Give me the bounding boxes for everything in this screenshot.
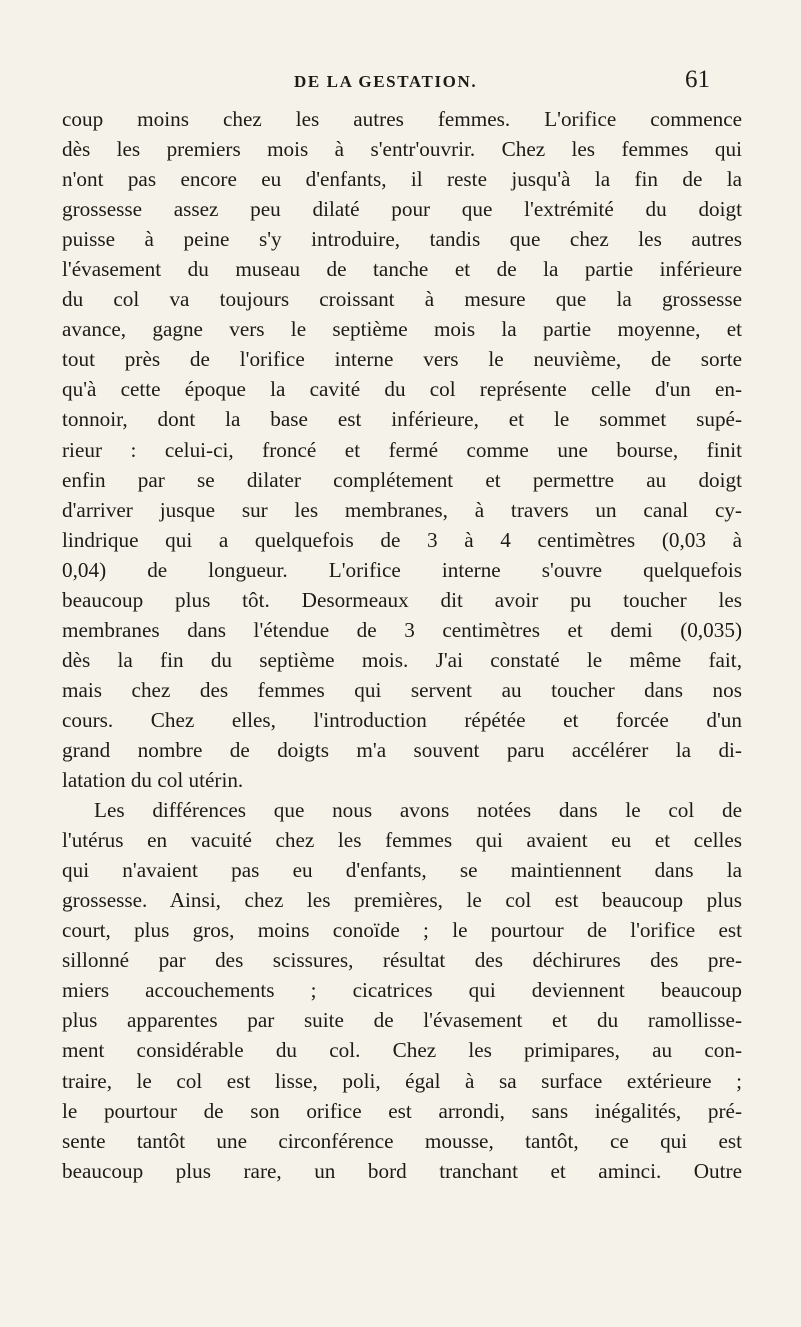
text-line: l'évasement du museau de tanche et de la partie inférieure: [62, 257, 742, 282]
paragraph-start-line: Les différences que nous avons notées dans le col de: [94, 798, 742, 823]
paragraph-end-line: latation du col utérin.: [62, 768, 244, 793]
text-line: membranes dans l'étendue de 3 centimètres et demi (0,035): [62, 617, 742, 642]
text-line: tonnoir, dont la base est inférieure, et le sommet supé-: [62, 407, 742, 432]
text-line: dès la fin du septième mois. J'ai constaté le même fait,: [62, 647, 742, 672]
text-line: du col va toujours croissant à mesure que la grossesse: [62, 287, 742, 312]
text-line: plus apparentes par suite de l'évasement et du ramollisse-: [62, 1008, 742, 1033]
page-number: 61: [685, 66, 710, 93]
text-line: cours. Chez elles, l'introduction répétée et forcée d'un: [62, 707, 742, 732]
text-line: 0,04) de longueur. L'orifice interne s'ouvre quelquefois: [62, 557, 742, 582]
text-line: miers accouchements ; cicatrices qui deviennent beaucoup: [62, 978, 742, 1003]
text-line: avance, gagne vers le septième mois la partie moyenne, et: [62, 317, 742, 342]
text-line: l'utérus en vacuité chez les femmes qui avaient eu et celles: [62, 828, 742, 853]
text-line: enfin par se dilater complétement et permettre au doigt: [62, 467, 742, 492]
text-line: grossesse. Ainsi, chez les premières, le col est beaucoup plus: [62, 888, 742, 913]
text-line: qui n'avaient pas eu d'enfants, se maintiennent dans la: [62, 858, 742, 883]
text-line: grand nombre de doigts m'a souvent paru accélérer la di-: [62, 737, 742, 762]
text-line: mais chez des femmes qui servent au toucher dans nos: [62, 677, 742, 702]
text-line: n'ont pas encore eu d'enfants, il reste jusqu'à la fin de la: [62, 167, 742, 192]
text-line: ment considérable du col. Chez les primipares, au con-: [62, 1038, 742, 1063]
text-line: qu'à cette époque la cavité du col représente celle d'un en-: [62, 377, 742, 402]
text-line: grossesse assez peu dilaté pour que l'extrémité du doigt: [62, 197, 742, 222]
text-line: court, plus gros, moins conoïde ; le pourtour de l'orifice est: [62, 918, 742, 943]
page-header: [0, 66, 801, 96]
text-line: dès les premiers mois à s'entr'ouvrir. Chez les femmes qui: [62, 137, 742, 162]
text-line: rieur : celui-ci, froncé et fermé comme une bourse, finit: [62, 437, 742, 462]
text-line: sillonné par des scissures, résultat des déchirures des pre-: [62, 948, 742, 973]
text-line: beaucoup plus rare, un bord tranchant et aminci. Outre: [62, 1158, 742, 1183]
text-line: tout près de l'orifice interne vers le neuvième, de sorte: [62, 347, 742, 372]
text-line: puisse à peine s'y introduire, tandis que chez les autres: [62, 227, 742, 252]
text-line: coup moins chez les autres femmes. L'orifice commence: [62, 107, 742, 131]
text-line: d'arriver jusque sur les membranes, à travers un canal cy-: [62, 497, 742, 522]
text-line: sente tantôt une circonférence mousse, tantôt, ce qui est: [62, 1128, 742, 1153]
text-line: lindrique qui a quelquefois de 3 à 4 centimètres (0,03 à: [62, 527, 742, 552]
running-head: DE LA GESTATION.: [294, 72, 478, 91]
text-line: traire, le col est lisse, poli, égal à sa surface extérieure ;: [62, 1068, 742, 1093]
text-line: beaucoup plus tôt. Desormeaux dit avoir pu toucher les: [62, 587, 742, 612]
text-line: le pourtour de son orifice est arrondi, sans inégalités, pré-: [62, 1098, 742, 1123]
body-text: [62, 104, 742, 1186]
